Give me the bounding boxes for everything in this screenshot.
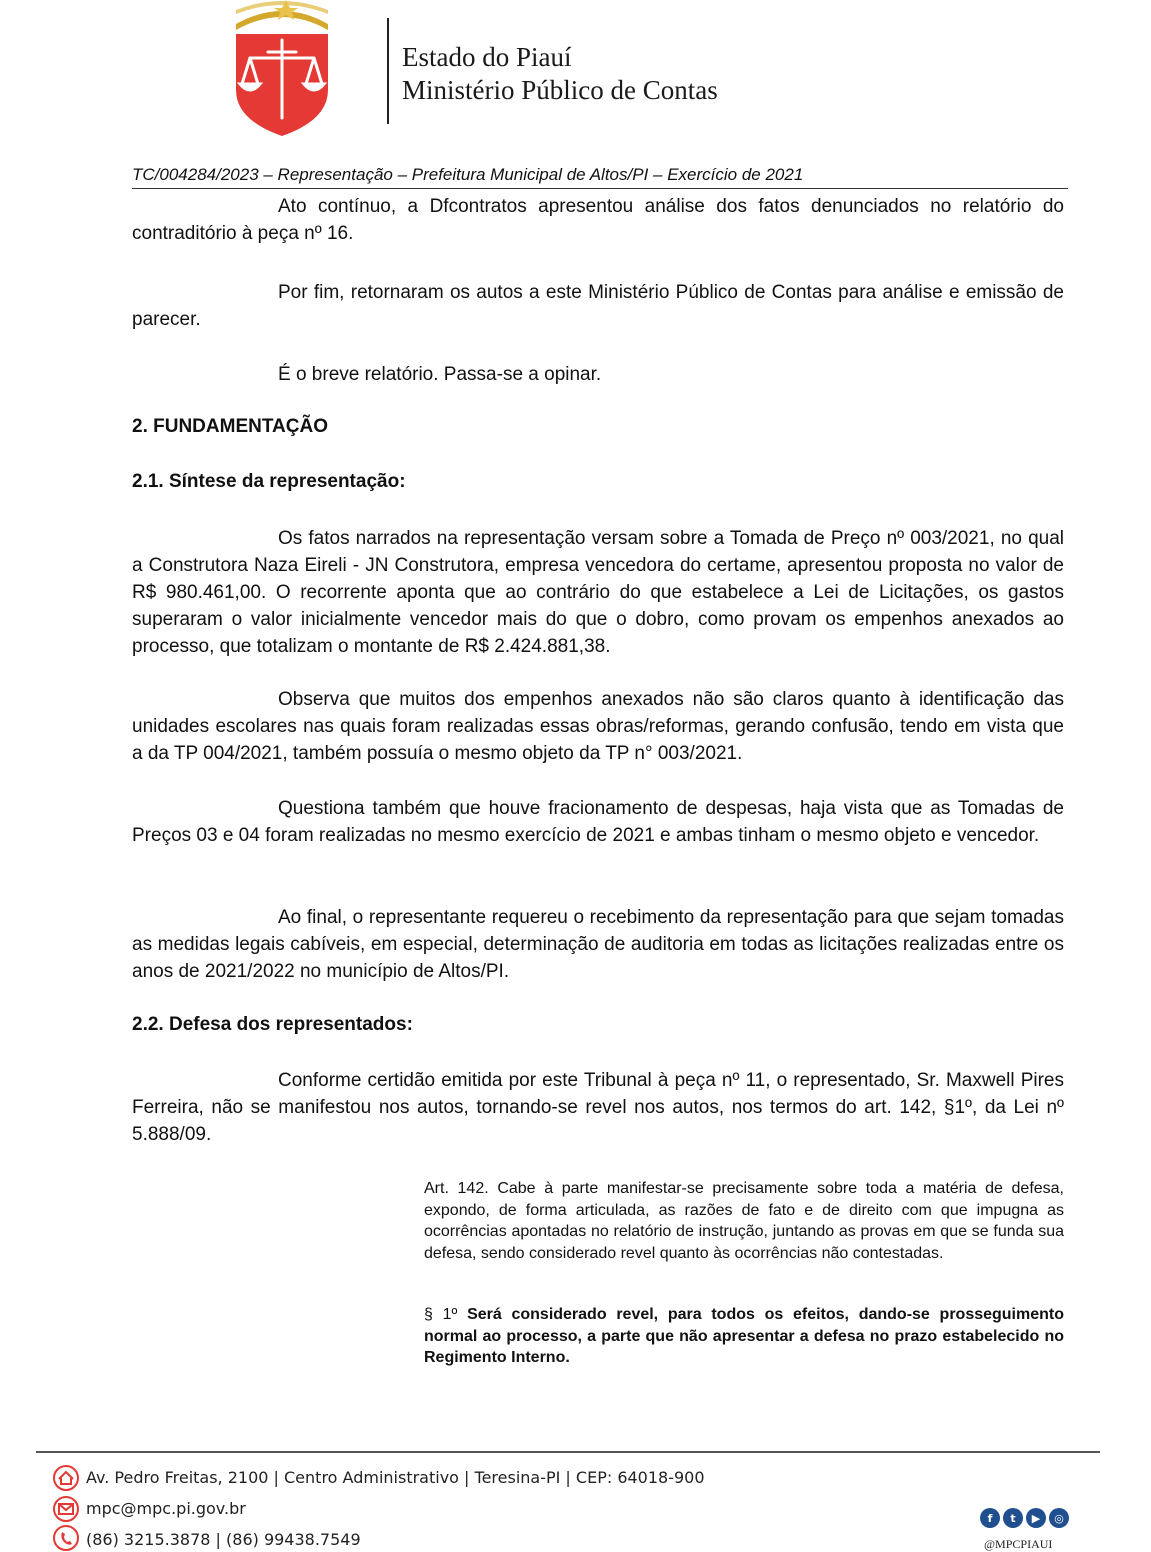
paragraph-return-autos: Por fim, retornaram os autos a este Ministério Público de Contas para análise e emissão de parecer. (132, 282, 1064, 330)
section-heading-fundamentacao: 2. FUNDAMENTAÇÃO (132, 416, 328, 437)
footer-email[interactable]: mpc@mpc.pi.gov.br (86, 1499, 246, 1518)
paragraph-dfcontratos: Ato contínuo, a Dfcontratos apresentou análise dos fatos denunciados no relatório do contraditório à peça nº 16. (132, 196, 1064, 244)
legal-quote-art-142: Art. 142. Cabe à parte manifestar-se precisamente sobre toda a matéria de defesa, expondo, de forma articulada, as razões de fato e de direito com que impugna as ocorrências apontadas no relatório de instrução, juntando as provas em que se funda sua defesa, sendo considerado revel quanto às ocorrências não contestadas. (424, 1180, 1064, 1262)
instagram-icon[interactable]: ◎ (1049, 1508, 1069, 1528)
scales-of-justice-shield-logo (232, 0, 332, 140)
youtube-icon[interactable]: ▶ (1026, 1508, 1046, 1528)
org-state-name: Estado do Piauí (402, 42, 572, 72)
paragraph-certidao: Conforme certidão emitida por este Tribunal à peça nº 11, o representado, Sr. Maxwell Pires Ferreira, não se manifestou nos autos, tornando-se revel nos autos, nos termos do art. 142, §1º, da Lei nº 5.888/09. (132, 1070, 1064, 1145)
phone-icon (52, 1524, 80, 1552)
subsection-heading-sintese: 2.1. Síntese da representação: (132, 471, 406, 492)
legal-quote-paragraph-1 (424, 1304, 1064, 1369)
reference-underline (132, 188, 1068, 189)
quote-section-symbol: § 1º (424, 1306, 468, 1323)
header-divider (387, 18, 389, 124)
social-handle: @MPCPIAUI (984, 1537, 1053, 1551)
twitter-icon[interactable]: t (1003, 1508, 1023, 1528)
footer-phones: (86) 3215.3878 | (86) 99438.7549 (86, 1530, 361, 1549)
process-reference: TC/004284/2023 – Representação – Prefeitura Municipal de Altos/PI – Exercício de 2021 (132, 165, 804, 184)
org-ministry-name: Ministério Público de Contas (402, 75, 718, 105)
paragraph-observations: Observa que muitos dos empenhos anexados não são claros quanto à identificação das unidades escolares nas quais foram realizadas essas obras/reformas, gerando confusão, tendo em vista que a da TP 004/2021, também possuía o mesmo objeto da TP n° 003/2021. (132, 689, 1064, 764)
footer-address: Av. Pedro Freitas, 2100 | Centro Administrativo | Teresina-PI | CEP: 64018-900 (86, 1468, 705, 1487)
quote-bold-text: Será considerado revel, para todos os efeitos, dando-se prosseguimento normal ao processo, a parte que não apresentar a defesa no prazo estabelecido no Regimento Interno. (424, 1306, 1064, 1366)
home-icon (52, 1464, 80, 1492)
email-icon (52, 1495, 80, 1523)
footer-divider (36, 1451, 1100, 1453)
paragraph-fractioning: Questiona também que houve fracionamento de despesas, haja vista que as Tomadas de Preços 03 e 04 foram realizadas no mesmo exercício de 2021 e ambas tinham o mesmo objeto e vencedor. (132, 798, 1064, 846)
paragraph-brief-report: É o breve relatório. Passa-se a opinar. (278, 364, 602, 385)
subsection-heading-defesa: 2.2. Defesa dos representados: (132, 1014, 413, 1035)
facebook-icon[interactable]: f (980, 1508, 1000, 1528)
paragraph-facts: Os fatos narrados na representação versam sobre a Tomada de Preço nº 003/2021, no qual a Construtora Naza Eireli - JN Construtora, empresa vencedora do certame, apresentou proposta no valor de R$ 980.461,00. O recorrente aponta que ao contrário do que estabelece a Lei de Licitações, os gastos superaram o valor inicialmente vencedor mais do que o dobro, como provam os empenhos anexados ao processo, que totalizam o montante de R$ 2.424.881,38. (132, 528, 1064, 657)
paragraph-final-request: Ao final, o representante requereu o recebimento da representação para que sejam tomadas as medidas legais cabíveis, em especial, determinação de auditoria em todas as licitações realizadas entre os anos de 2021/2022 no município de Altos/PI. (132, 907, 1064, 982)
